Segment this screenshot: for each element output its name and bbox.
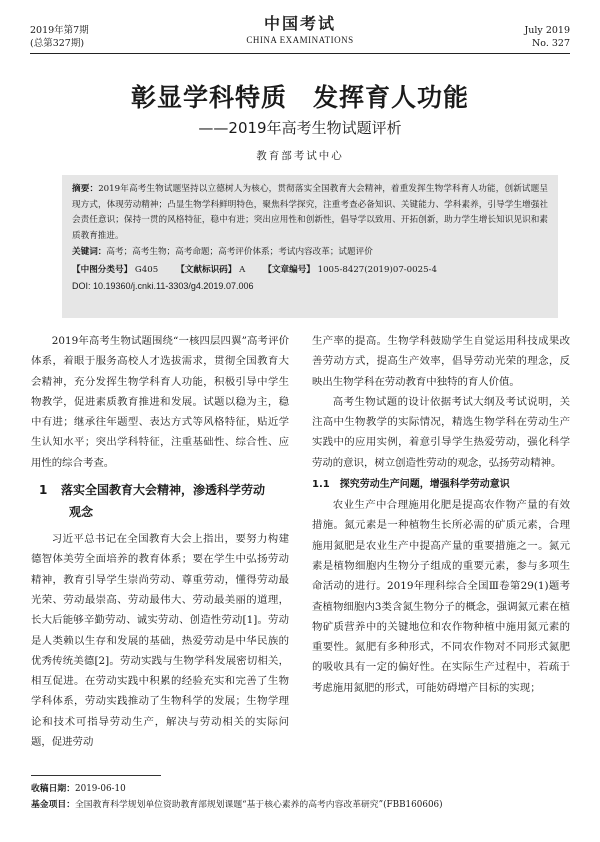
keywords-label: 关键词： bbox=[72, 247, 107, 258]
fund-project bbox=[31, 797, 571, 813]
abstract-label: 摘要： bbox=[72, 184, 99, 194]
fund-label: 基金项目： bbox=[31, 800, 75, 810]
section-1-1-paragraph: 农业生产中合理施用化肥是提高农作物产量的有效措施。氮元素是一种植物生长所必需的矿质元素，合理施用氮肥是农业生产中提高产量的重要措施之一。氮元素是植物细胞内生物分子组成的重要元素，参与多项生命活动的进行。2019年理科综合全国Ⅲ卷第29(1)题考查植物细胞内3类含氮生物分子的概念，强调氮元素在植物矿质营养中的关键地位和农作物种植中施用氮元素的重要性。氮肥有多种形式，不同农作物对不同形式氮肥的吸收具有一定的偏好性。在实际生产过程中，若疏于考虑施用氮肥的形式，可能妨碍增产目标的实现； bbox=[312, 499, 570, 694]
doc-code bbox=[176, 263, 245, 279]
received-date bbox=[31, 781, 571, 797]
header-divider bbox=[30, 53, 570, 54]
left-column bbox=[31, 331, 289, 752]
classification-row bbox=[72, 263, 548, 279]
section-1-title-line1: 落实全国教育大会精神，渗透科学劳动 bbox=[61, 483, 266, 498]
design-paragraph: 高考生物试题的设计依据考试大纲及考试说明，关注高中生物教学的实际情况，精选生物学科在劳动生产实践中的应用实例，着意引导学生热爱劳动，强化科学劳动的意识，树立创造性劳动的观念，弘扬劳动精神。 bbox=[312, 395, 570, 469]
journal-logo: 中国考试 bbox=[263, 14, 336, 33]
class-number bbox=[72, 263, 158, 279]
class-number-value: G405 bbox=[134, 264, 159, 275]
issue-number-english: No. 327 bbox=[531, 38, 570, 49]
doc-code-value: A bbox=[239, 264, 246, 275]
section-1-heading bbox=[31, 479, 289, 523]
footnotes bbox=[31, 781, 571, 813]
continued-paragraph: 生产率的提高。生物学科鼓励学生自觉运用科技成果改善劳动方式，提高生产效率，倡导劳动光荣的理念，反映出生物学科在劳动教育中独特的育人价值。 bbox=[312, 335, 570, 388]
abstract-box bbox=[62, 175, 558, 318]
received-label: 收稿日期： bbox=[31, 784, 75, 794]
article-author: 教育部考试中心 bbox=[256, 150, 344, 162]
section-1-paragraph: 习近平总书记在全国教育大会上指出，要努力构建德智体美劳全面培养的教育体系；要在学生中弘扬劳动精神，教育引导学生崇尚劳动、尊重劳动，懂得劳动最光荣、劳动最崇高、劳动最伟大、劳动最美丽的道理，长大后能够辛勤劳动、诚实劳动、创造性劳动[1]。劳动是人类赖以生存和发展的基础，热爱劳动是中华民族的优秀传统美德[2]。劳动实践与生物学科发展密切相关，相互促进。在劳动实践中积累的经验充实和完善了生物学科体系，劳动实践推动了生物科学的发展；生物学理论和技术可指导劳动生产，解决与劳动相关的实际问题，促进劳动 bbox=[31, 533, 289, 749]
class-number-label: 【中图分类号】 bbox=[72, 264, 133, 275]
abstract bbox=[72, 182, 548, 244]
keywords bbox=[72, 245, 548, 261]
fund-value: 全国教育科学规划单位资助教育部规划课题“基于核心素养的高考内容改革研究”(FBB160606) bbox=[75, 800, 443, 810]
issue-info-english bbox=[524, 24, 570, 50]
keywords-text: 高考；高考生物；高考命题；高考评价体系；考试内容改革；试题评价 bbox=[106, 247, 373, 258]
article-number-value: 1005-8427(2019)07-0025-4 bbox=[317, 264, 437, 275]
article-subtitle: ——2019年高考生物试题评析 bbox=[198, 119, 402, 137]
doi: DOI: 10.19360/j.cnki.11-3303/g4.2019.07.006 bbox=[72, 280, 254, 291]
intro-paragraph: 2019年高考生物试题围绕“一核四层四翼”高考评价体系，着眼于服务高校人才选拔需求，贯彻全国教育大会精神，充分发挥生物学科育人功能，积极引导中学生物教学，促进素质教育推进和发展。试题以稳为主，稳中有进；继承往年题型、表达方式等风格特征，贴近学生认知水平；突出学科特征，注重基础性、综合性、应用性的综合考查。 bbox=[31, 335, 289, 469]
abstract-text: 2019年高考生物试题坚持以立德树人为核心，贯彻落实全国教育大会精神，着重发挥生物学科育人功能，创新试题呈现方式，体现劳动精神；凸显生物学科鲜明特色，聚焦科学探究，注重考查必备知识、关键能力、学科素养，引导学生增强社会责任意识；保持一贯的风格特征，稳中有进；突出应用性和创新性，倡导学以致用、开拓创新，助力学生增长知识见识和素质教育推进。 bbox=[72, 184, 548, 241]
total-issue-number: (总第327期) bbox=[30, 38, 85, 49]
article-number-label: 【文章编号】 bbox=[263, 264, 315, 275]
received-value: 2019-06-10 bbox=[75, 784, 126, 794]
doc-code-label: 【文献标识码】 bbox=[176, 264, 237, 275]
right-column bbox=[312, 331, 570, 698]
article-title: 彰显学科特质 发挥育人功能 bbox=[130, 83, 469, 112]
issue-month: July 2019 bbox=[524, 25, 570, 36]
journal-english-name: CHINA EXAMINATIONS bbox=[246, 35, 354, 45]
footnote-divider bbox=[31, 775, 161, 776]
issue-number: 2019年第7期 bbox=[30, 25, 89, 36]
section-1-title-line2: 观念 bbox=[69, 505, 94, 520]
section-1-number: 1 bbox=[39, 483, 48, 498]
journal-masthead bbox=[0, 14, 600, 46]
article-number bbox=[263, 263, 437, 279]
section-1-1-heading: 1.1 探究劳动生产问题，增强科学劳动意识 bbox=[312, 479, 510, 491]
